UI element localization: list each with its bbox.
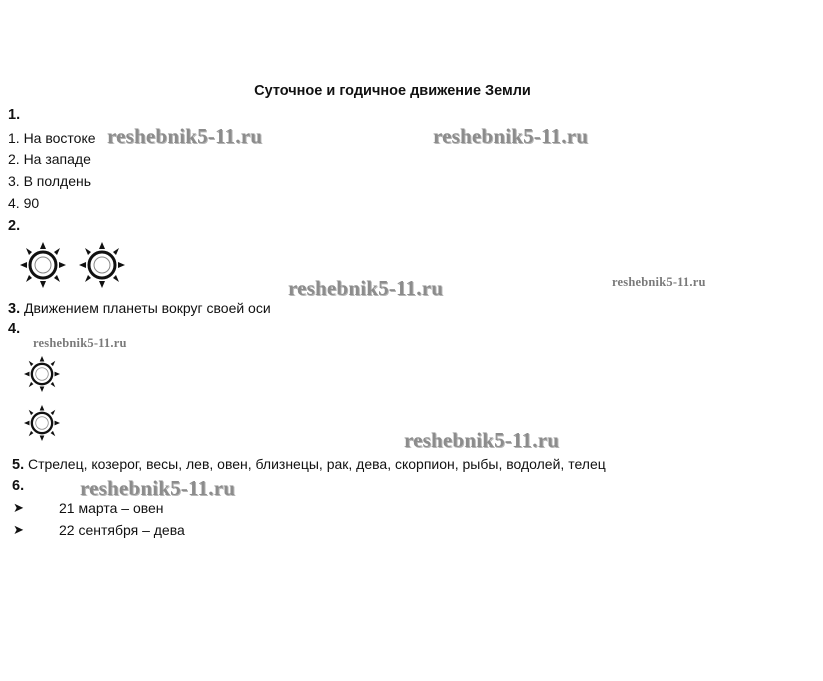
watermark: reshebnik5-11.ru: [433, 124, 589, 148]
answer-1-1: 1. На востоке: [8, 130, 96, 146]
question-3-number: 3.: [8, 301, 21, 317]
watermark: reshebnik5-11.ru: [33, 336, 127, 350]
sun-icon: [77, 242, 127, 288]
watermark: reshebnik5-11.ru: [404, 428, 560, 452]
answer-1-3: 3. В полдень: [8, 173, 92, 189]
question-2-number: 2.: [8, 218, 21, 234]
watermark: reshebnik5-11.ru: [612, 275, 706, 289]
answer-1-4: 4. 90: [8, 195, 40, 211]
page-title: Суточное и годичное движение Земли: [254, 83, 531, 99]
question-5-number: 5.: [12, 457, 25, 473]
answer-6-2: 22 сентября – дева: [59, 522, 185, 538]
sun-icon: [22, 405, 62, 441]
question-4-number: 4.: [8, 321, 21, 337]
sun-icon: [22, 356, 62, 392]
arrow-bullet-icon: ➤: [13, 522, 24, 537]
answer-1-2: 2. На западе: [8, 151, 91, 167]
question-6-number: 6.: [12, 478, 25, 494]
answer-3: [8, 299, 271, 318]
question-1-number: 1.: [8, 107, 21, 123]
watermark: reshebnik5-11.ru: [107, 124, 263, 148]
watermark: reshebnik5-11.ru: [288, 276, 444, 300]
answer-5-text: Стрелец, козерог, весы, лев, овен, близнецы, рак, дева, скорпион, рыбы, водолей, телец: [24, 456, 606, 472]
answer-3-text: Движением планеты вокруг своей оси: [20, 300, 271, 316]
sun-icon: [18, 242, 68, 288]
watermark: reshebnik5-11.ru: [80, 476, 236, 500]
arrow-bullet-icon: ➤: [13, 500, 24, 515]
answer-5: [12, 455, 606, 474]
answer-6-1: 21 марта – овен: [59, 500, 164, 516]
